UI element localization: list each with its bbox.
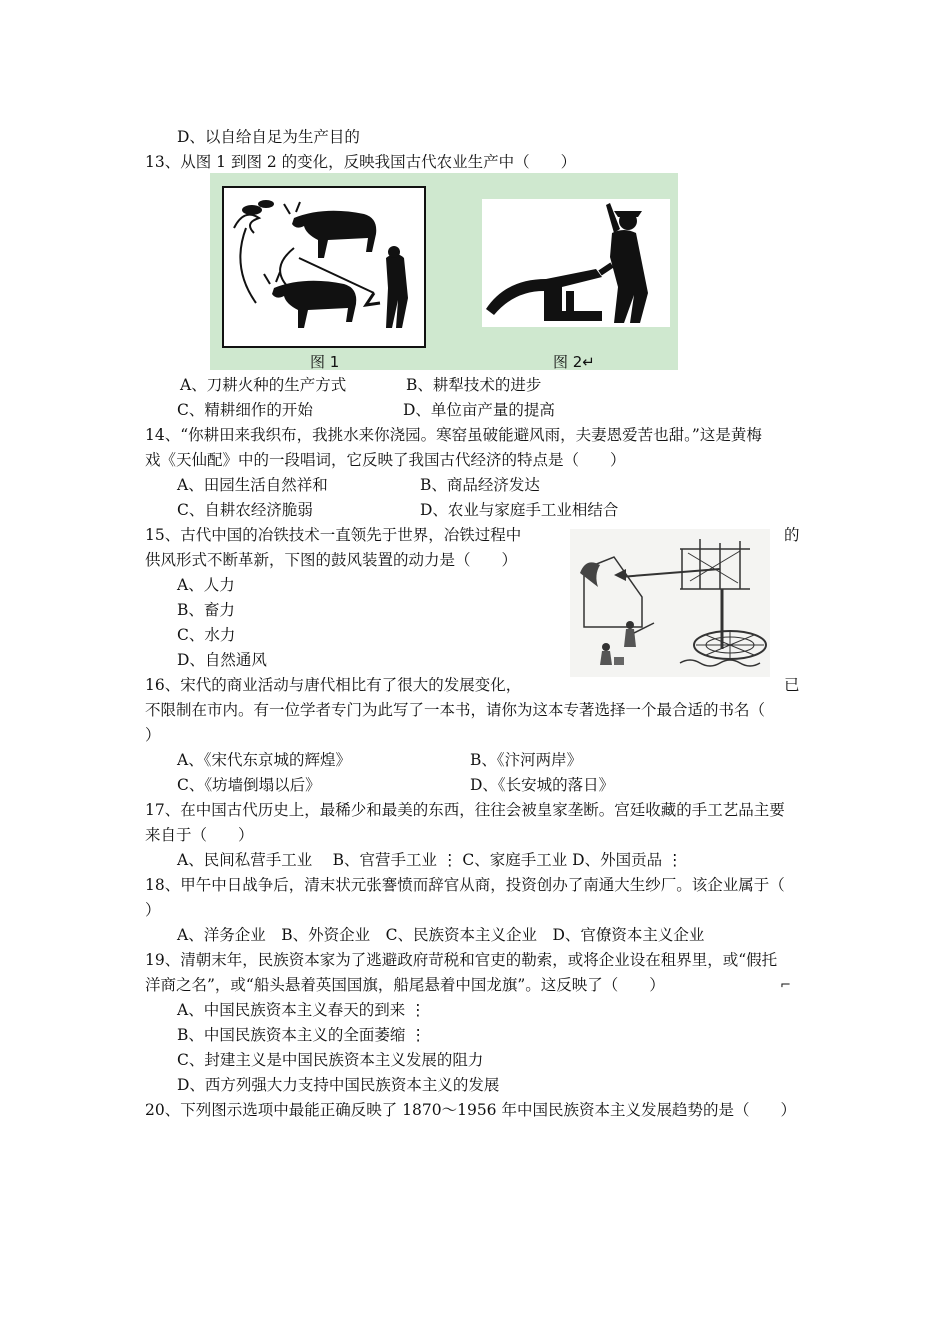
q16-option-b: B、《汴河两岸》 <box>470 751 583 769</box>
q14-option-d: D、农业与家庭手工业相结合 <box>420 501 619 519</box>
q17-stem-line2: 来自于（ ） <box>145 826 254 844</box>
q15-stem-line1-tail: 的 <box>784 526 800 544</box>
q15-stem-line1: 15、古代中国的冶铁技术一直领先于世界，冶铁过程中 <box>145 526 522 544</box>
q13-option-a: A、刀耕火种的生产方式 <box>180 376 347 394</box>
q20-stem: 20、下列图示选项中最能正确反映了 1870～1956 年中国民族资本主义发展趋势的是（ ） <box>145 1101 796 1119</box>
q18-stem-line2: ） <box>145 901 161 919</box>
q16-stem-line2: 不限制在市内。有一位学者专门为此写了一本书，请你为这本专著选择一个最合适的书名（ <box>145 701 766 719</box>
q16-stem-line3: ） <box>145 726 161 744</box>
q16-stem-line1-tail: 已 <box>784 676 800 694</box>
q14-stem-line2: 戏《天仙配》中的一段唱词，它反映了我国古代经济的特点是（ ） <box>145 451 626 469</box>
q13-stem: 13、从图 1 到图 2 的变化，反映我国古代农业生产中（ ） <box>145 153 577 171</box>
q15-stem-line2: 供风形式不断革新，下图的鼓风装置的动力是（ ） <box>145 551 518 569</box>
q19-stem-line1: 19、清朝末年，民族资本家为了逃避政府苛税和官吏的勒索，或将企业设在租界里，或“假托 <box>145 951 778 969</box>
q12-option-d: D、以自给自足为生产目的 <box>177 128 360 146</box>
water-powered-bellows-image <box>570 529 770 677</box>
q19-option-d: D、西方列强大力支持中国民族资本主义的发展 <box>177 1076 500 1094</box>
q14-option-b: B、商品经济发达 <box>420 476 540 494</box>
q14-option-a: A、田园生活自然祥和 <box>177 476 328 494</box>
figure-2-caption: 图 2↵ <box>553 353 595 371</box>
q15-option-a: A、人力 <box>177 576 235 594</box>
oxen-plough-mural-image <box>222 186 426 348</box>
q16-option-c: C、《坊墙倒塌以后》 <box>177 776 321 794</box>
q15-option-d: D、自然通风 <box>177 651 267 669</box>
q16-option-a: A、《宋代东京城的辉煌》 <box>177 751 351 769</box>
plough-silhouette-image <box>482 199 670 327</box>
q15-option-b: B、畜力 <box>177 601 235 619</box>
q19-option-a: A、中国民族资本主义春天的到来 ⋮ <box>177 1001 426 1019</box>
q19-option-c: C、封建主义是中国民族资本主义发展的阻力 <box>177 1051 484 1069</box>
small-mark-icon: ⌐ <box>780 978 791 993</box>
q19-option-b: B、中国民族资本主义的全面萎缩 ⋮ <box>177 1026 426 1044</box>
q13-option-c: C、精耕细作的开始 <box>177 401 313 419</box>
q17-options: A、民间私营手工业 B、官营手工业 ⋮ C、家庭手工业 D、外国贡品 ⋮ <box>177 851 683 869</box>
q18-stem-line1: 18、甲午中日战争后，清末状元张謇愤而辞官从商，投资创办了南通大生纱厂。该企业属于（ <box>145 876 785 894</box>
q13-option-b: B、耕犁技术的进步 <box>406 376 542 394</box>
figure-1-caption: 图 1 <box>310 353 340 371</box>
q19-stem-line2: 洋商之名”，或“船头悬着英国国旗，船尾悬着中国龙旗”。这反映了（ ） <box>145 976 665 994</box>
q18-options: A、洋务企业 B、外资企业 C、民族资本主义企业 D、官僚资本主义企业 <box>177 926 705 944</box>
q13-option-d: D、单位亩产量的提高 <box>403 401 555 419</box>
q13-figure <box>210 173 678 370</box>
q14-stem-line1: 14、“你耕田来我织布，我挑水来你浇园。寒窑虽破能避风雨，夫妻恩爱苦也甜。”这是黄梅 <box>145 426 762 444</box>
q16-stem-line1: 16、宋代的商业活动与唐代相比有了很大的发展变化， <box>145 676 522 694</box>
q14-option-c: C、自耕农经济脆弱 <box>177 501 313 519</box>
q17-stem-line1: 17、在中国古代历史上，最稀少和最美的东西，往往会被皇家垄断。宫廷收藏的手工艺品主要 <box>145 801 785 819</box>
q15-option-c: C、水力 <box>177 626 236 644</box>
q16-option-d: D、《长安城的落日》 <box>470 776 615 794</box>
